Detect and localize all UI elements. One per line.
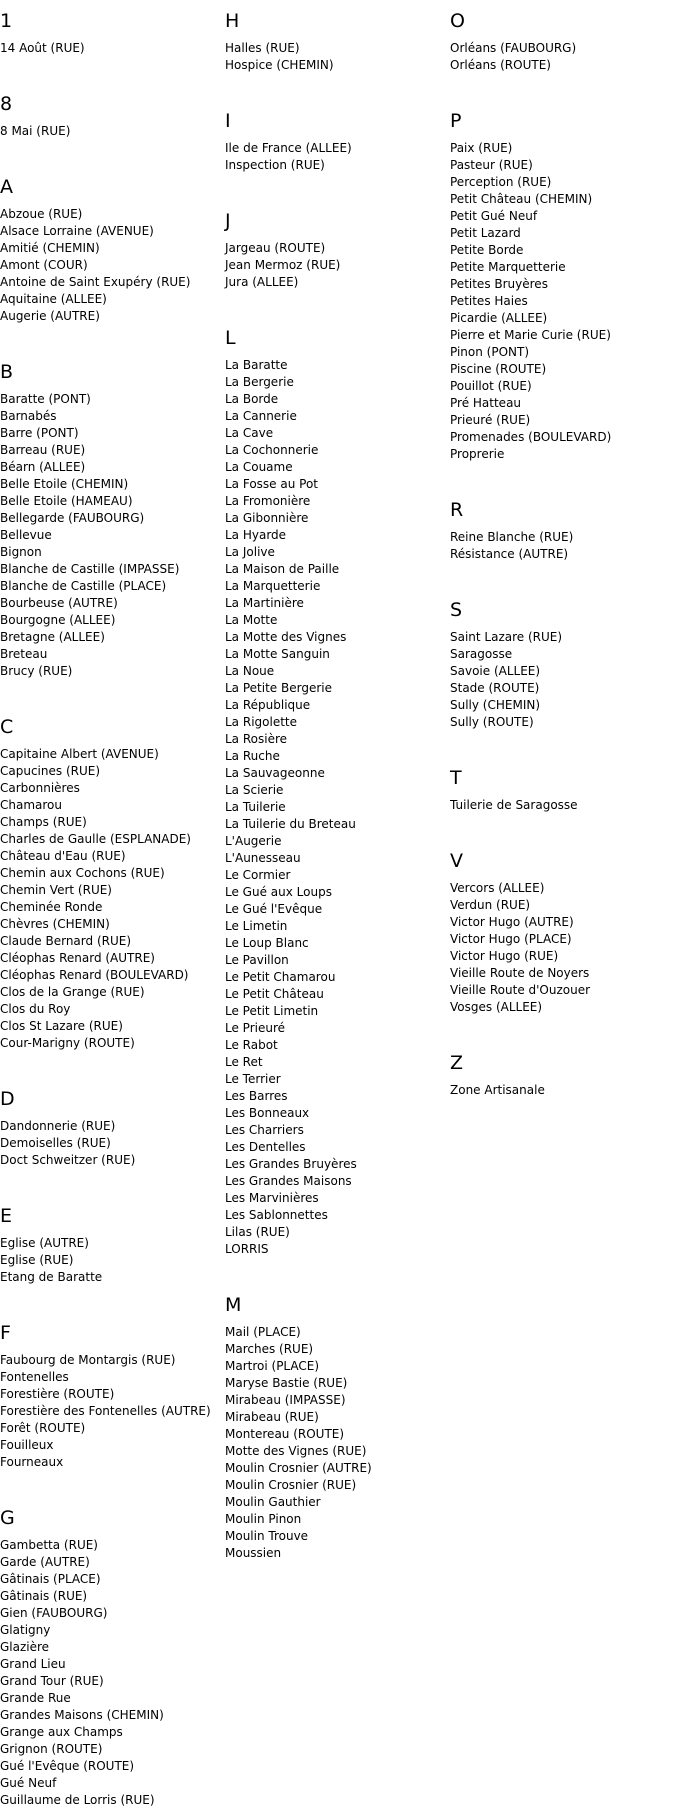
street-link[interactable]: Forestière (ROUTE) bbox=[0, 1387, 115, 1401]
section-letter-heading: A bbox=[0, 176, 13, 198]
letter-section bbox=[0, 361, 211, 706]
street-list bbox=[0, 123, 211, 140]
letter-section bbox=[450, 850, 611, 1042]
street-link[interactable]: La Motte Sanguin bbox=[225, 647, 330, 661]
street-link[interactable]: La Scierie bbox=[225, 783, 284, 797]
street-link[interactable]: La Cannerie bbox=[225, 409, 297, 423]
street-link[interactable]: Charles de Gaulle (ESPLANADE) bbox=[0, 832, 191, 846]
street-link[interactable]: Orléans (FAUBOURG) bbox=[450, 41, 577, 55]
street-link[interactable]: La Baratte bbox=[225, 358, 288, 372]
street-link[interactable]: Carbonnières bbox=[0, 781, 80, 795]
street-link[interactable]: Augerie (AUTRE) bbox=[0, 309, 100, 323]
section-letter-heading: H bbox=[225, 10, 240, 32]
street-link[interactable]: Petit Gué Neuf bbox=[450, 209, 538, 223]
letter-section bbox=[450, 110, 611, 489]
street-link[interactable]: Béarn (ALLEE) bbox=[0, 460, 86, 474]
section-letter-heading: C bbox=[0, 716, 14, 738]
street-link[interactable]: Gué Neuf bbox=[0, 1776, 57, 1790]
letter-section bbox=[450, 1052, 611, 1099]
street-link[interactable]: Cléophas Renard (BOULEVARD) bbox=[0, 968, 189, 982]
street-link[interactable]: Saint Lazare (RUE) bbox=[450, 630, 563, 644]
street-link[interactable]: Baratte (PONT) bbox=[0, 392, 91, 406]
street-link[interactable]: Chèvres (CHEMIN) bbox=[0, 917, 110, 931]
section-spacer bbox=[450, 1016, 611, 1042]
street-link[interactable]: Chamarou bbox=[0, 798, 62, 812]
street-link[interactable]: Marches (RUE) bbox=[225, 1342, 314, 1356]
street-link[interactable]: Moussien bbox=[225, 1546, 282, 1560]
street-link[interactable]: La Sauvageonne bbox=[225, 766, 325, 780]
index-column-1 bbox=[0, 0, 211, 1809]
street-link[interactable]: Grignon (ROUTE) bbox=[0, 1742, 103, 1756]
street-link[interactable]: Savoie (ALLEE) bbox=[450, 664, 541, 678]
letter-section bbox=[0, 93, 211, 166]
section-spacer bbox=[0, 1471, 211, 1497]
street-link[interactable]: Bellegarde (FAUBOURG) bbox=[0, 511, 145, 525]
street-link[interactable]: Le Gué aux Loups bbox=[225, 885, 332, 899]
street-link[interactable]: Gambetta (RUE) bbox=[0, 1538, 98, 1552]
street-link[interactable]: Sully (ROUTE) bbox=[450, 715, 534, 729]
street-link[interactable]: La République bbox=[225, 698, 311, 712]
street-list bbox=[225, 357, 372, 1258]
letter-section bbox=[0, 1507, 211, 1809]
street-link[interactable]: Amont (COUR) bbox=[0, 258, 88, 272]
street-link[interactable]: Abzoue (RUE) bbox=[0, 207, 83, 221]
street-link[interactable]: Mirabeau (RUE) bbox=[225, 1410, 319, 1424]
street-link[interactable]: Etang de Baratte bbox=[0, 1270, 103, 1284]
street-link[interactable]: Glazière bbox=[0, 1640, 50, 1654]
street-link[interactable]: Mail (PLACE) bbox=[225, 1325, 301, 1339]
street-link[interactable]: Clos du Roy bbox=[0, 1002, 71, 1016]
section-spacer bbox=[450, 463, 611, 489]
section-letter-heading: O bbox=[450, 10, 465, 32]
street-link[interactable]: Lilas (RUE) bbox=[225, 1225, 290, 1239]
street-link[interactable]: Le Loup Blanc bbox=[225, 936, 309, 950]
street-link[interactable]: Promenades (BOULEVARD) bbox=[450, 430, 612, 444]
letter-section bbox=[225, 210, 372, 317]
street-link[interactable]: Les Grandes Bruyères bbox=[225, 1157, 357, 1171]
street-link[interactable]: Fontenelles bbox=[0, 1370, 69, 1384]
letter-section bbox=[0, 10, 211, 83]
section-letter-heading: J bbox=[225, 210, 231, 232]
street-link[interactable]: Les Marvinières bbox=[225, 1191, 319, 1205]
street-list bbox=[450, 880, 611, 1016]
letter-section bbox=[225, 10, 372, 100]
street-link[interactable]: Gâtinais (RUE) bbox=[0, 1589, 88, 1603]
street-link[interactable]: La Rosière bbox=[225, 732, 288, 746]
street-link[interactable]: Pasteur (RUE) bbox=[450, 158, 533, 172]
street-link[interactable]: Les Dentelles bbox=[225, 1140, 306, 1154]
street-link[interactable]: Gâtinais (PLACE) bbox=[0, 1572, 101, 1586]
street-list bbox=[225, 240, 372, 291]
street-link[interactable]: Grange aux Champs bbox=[0, 1725, 123, 1739]
street-link[interactable]: Cléophas Renard (AUTRE) bbox=[0, 951, 155, 965]
street-link[interactable]: La Petite Bergerie bbox=[225, 681, 332, 695]
letter-section bbox=[0, 176, 211, 351]
street-link[interactable]: Motte des Vignes (RUE) bbox=[225, 1444, 367, 1458]
street-link[interactable]: Barreau (RUE) bbox=[0, 443, 86, 457]
street-link[interactable]: Vieille Route de Noyers bbox=[450, 966, 590, 980]
street-link[interactable]: Jargeau (ROUTE) bbox=[225, 241, 326, 255]
section-spacer bbox=[0, 140, 211, 166]
street-link[interactable]: Inspection (RUE) bbox=[225, 158, 325, 172]
letter-section bbox=[0, 1088, 211, 1195]
letter-section bbox=[450, 499, 611, 589]
section-letter-heading: V bbox=[450, 850, 463, 872]
street-link[interactable]: Gien (FAUBOURG) bbox=[0, 1606, 108, 1620]
street-link[interactable]: 8 Mai (RUE) bbox=[0, 124, 71, 138]
street-link[interactable]: Fouilleux bbox=[0, 1438, 54, 1452]
street-link[interactable]: Vieille Route d'Ouzouer bbox=[450, 983, 591, 997]
street-list bbox=[0, 206, 211, 325]
street-link[interactable]: Grand Tour (RUE) bbox=[0, 1674, 104, 1688]
street-link[interactable]: Zone Artisanale bbox=[450, 1083, 545, 1097]
street-link[interactable]: Belle Etoile (CHEMIN) bbox=[0, 477, 129, 491]
street-link[interactable]: Petites Bruyères bbox=[450, 277, 548, 291]
street-list bbox=[0, 40, 211, 57]
street-link[interactable]: Grande Rue bbox=[0, 1691, 71, 1705]
street-link[interactable]: La Marquetterie bbox=[225, 579, 321, 593]
street-link[interactable]: La Cochonnerie bbox=[225, 443, 319, 457]
street-link[interactable]: Grand Lieu bbox=[0, 1657, 66, 1671]
section-letter-heading: 8 bbox=[0, 93, 13, 115]
street-link[interactable]: Bourbeuse (AUTRE) bbox=[0, 596, 118, 610]
street-link[interactable]: Victor Hugo (RUE) bbox=[450, 949, 559, 963]
street-link[interactable]: Faubourg de Montargis (RUE) bbox=[0, 1353, 176, 1367]
section-spacer bbox=[225, 1258, 372, 1284]
street-link[interactable]: Forestière des Fontenelles (AUTRE) bbox=[0, 1404, 211, 1418]
section-spacer bbox=[0, 325, 211, 351]
street-link[interactable]: La Borde bbox=[225, 392, 279, 406]
street-link[interactable]: Cheminée Ronde bbox=[0, 900, 103, 914]
section-spacer bbox=[0, 680, 211, 706]
street-link[interactable]: Belle Etoile (HAMEAU) bbox=[0, 494, 133, 508]
street-link[interactable]: Pouillot (RUE) bbox=[450, 379, 532, 393]
street-link[interactable]: Pierre et Marie Curie (RUE) bbox=[450, 328, 611, 342]
street-link[interactable]: Alsace Lorraine (AVENUE) bbox=[0, 224, 154, 238]
street-link[interactable]: Les Sablonnettes bbox=[225, 1208, 328, 1222]
street-link[interactable]: Cour-Marigny (ROUTE) bbox=[0, 1036, 135, 1050]
street-link[interactable]: Martroi (PLACE) bbox=[225, 1359, 320, 1373]
section-letter-heading: M bbox=[225, 1294, 242, 1316]
street-link[interactable]: Petit Lazard bbox=[450, 226, 521, 240]
street-link[interactable]: La Jolive bbox=[225, 545, 275, 559]
street-link[interactable]: La Tuilerie du Breteau bbox=[225, 817, 356, 831]
street-link[interactable]: Bourgogne (ALLEE) bbox=[0, 613, 116, 627]
street-link[interactable]: Orléans (ROUTE) bbox=[450, 58, 551, 72]
section-letter-heading: 1 bbox=[0, 10, 13, 32]
index-column-2 bbox=[225, 0, 372, 1562]
street-link[interactable]: Victor Hugo (PLACE) bbox=[450, 932, 572, 946]
street-link[interactable]: La Motte des Vignes bbox=[225, 630, 347, 644]
street-link[interactable]: La Tuilerie bbox=[225, 800, 286, 814]
street-list bbox=[0, 1537, 211, 1809]
street-link[interactable]: Reine Blanche (RUE) bbox=[450, 530, 574, 544]
street-list bbox=[450, 797, 611, 814]
street-list bbox=[450, 629, 611, 731]
street-link[interactable]: Le Petit Limetin bbox=[225, 1004, 319, 1018]
street-link[interactable]: Moulin Trouve bbox=[225, 1529, 309, 1543]
street-link[interactable]: Les Grandes Maisons bbox=[225, 1174, 352, 1188]
street-link[interactable]: Garde (AUTRE) bbox=[0, 1555, 90, 1569]
letter-section bbox=[225, 327, 372, 1284]
section-letter-heading: P bbox=[450, 110, 462, 132]
street-link[interactable]: Breteau bbox=[0, 647, 48, 661]
street-link[interactable]: Vercors (ALLEE) bbox=[450, 881, 545, 895]
section-spacer bbox=[225, 174, 372, 200]
street-link[interactable]: Pinon (PONT) bbox=[450, 345, 530, 359]
street-link[interactable]: Gué l'Evêque (ROUTE) bbox=[0, 1759, 135, 1773]
street-link[interactable]: La Fromonière bbox=[225, 494, 311, 508]
street-link[interactable]: La Hyarde bbox=[225, 528, 287, 542]
street-link[interactable]: Le Prieuré bbox=[225, 1021, 286, 1035]
street-link[interactable]: Le Ret bbox=[225, 1055, 263, 1069]
street-link[interactable]: Le Rabot bbox=[225, 1038, 278, 1052]
letter-section bbox=[225, 1294, 372, 1562]
street-link[interactable]: Barre (PONT) bbox=[0, 426, 79, 440]
street-list bbox=[0, 1235, 211, 1286]
street-link[interactable]: Clos St Lazare (RUE) bbox=[0, 1019, 123, 1033]
street-link[interactable]: Montereau (ROUTE) bbox=[225, 1427, 345, 1441]
section-spacer bbox=[0, 1286, 211, 1312]
street-link[interactable]: Le Cormier bbox=[225, 868, 291, 882]
street-link[interactable]: Le Petit Château bbox=[225, 987, 324, 1001]
section-spacer bbox=[0, 1052, 211, 1078]
street-link[interactable]: Moulin Crosnier (AUTRE) bbox=[225, 1461, 372, 1475]
street-link[interactable]: Petit Château (CHEMIN) bbox=[450, 192, 593, 206]
street-link[interactable]: La Gibonnière bbox=[225, 511, 309, 525]
street-link[interactable]: Demoiselles (RUE) bbox=[0, 1136, 111, 1150]
section-letter-heading: B bbox=[0, 361, 14, 383]
letter-section bbox=[0, 1205, 211, 1312]
street-link[interactable]: Blanche de Castille (IMPASSE) bbox=[0, 562, 180, 576]
street-link[interactable]: 14 Août (RUE) bbox=[0, 41, 85, 55]
street-link[interactable]: La Martinière bbox=[225, 596, 304, 610]
section-letter-heading: Z bbox=[450, 1052, 464, 1074]
street-link[interactable]: Bignon bbox=[0, 545, 42, 559]
street-link[interactable]: L'Aunesseau bbox=[225, 851, 301, 865]
street-link[interactable]: Ile de France (ALLEE) bbox=[225, 141, 352, 155]
street-link[interactable]: Le Gué l'Evêque bbox=[225, 902, 323, 916]
section-letter-heading: L bbox=[225, 327, 236, 349]
street-link[interactable]: Verdun (RUE) bbox=[450, 898, 531, 912]
section-letter-heading: E bbox=[0, 1205, 13, 1227]
street-list bbox=[0, 1352, 211, 1471]
street-link[interactable]: LORRIS bbox=[225, 1242, 269, 1256]
letter-section bbox=[0, 716, 211, 1078]
street-link[interactable]: Halles (RUE) bbox=[225, 41, 300, 55]
street-link[interactable]: La Maison de Paille bbox=[225, 562, 340, 576]
street-link[interactable]: La Noue bbox=[225, 664, 275, 678]
street-link[interactable]: Picardie (ALLEE) bbox=[450, 311, 548, 325]
street-link[interactable]: La Couame bbox=[225, 460, 293, 474]
letter-section bbox=[0, 1322, 211, 1497]
street-link[interactable]: Pré Hatteau bbox=[450, 396, 522, 410]
street-list bbox=[450, 529, 611, 563]
street-link[interactable]: Jean Mermoz (RUE) bbox=[225, 258, 341, 272]
street-link[interactable]: Eglise (RUE) bbox=[0, 1253, 74, 1267]
street-link[interactable]: Moulin Pinon bbox=[225, 1512, 302, 1526]
street-link[interactable]: Grandes Maisons (CHEMIN) bbox=[0, 1708, 164, 1722]
street-link[interactable]: Victor Hugo (AUTRE) bbox=[450, 915, 574, 929]
street-link[interactable]: L'Augerie bbox=[225, 834, 282, 848]
street-link[interactable]: Moulin Gauthier bbox=[225, 1495, 321, 1509]
street-link[interactable]: La Rigolette bbox=[225, 715, 297, 729]
street-link[interactable]: Claude Bernard (RUE) bbox=[0, 934, 132, 948]
street-link[interactable]: Paix (RUE) bbox=[450, 141, 513, 155]
street-list bbox=[450, 140, 611, 463]
section-letter-heading: D bbox=[0, 1088, 15, 1110]
section-spacer bbox=[450, 814, 611, 840]
street-link[interactable]: Château d'Eau (RUE) bbox=[0, 849, 126, 863]
street-link[interactable]: Fourneaux bbox=[0, 1455, 64, 1469]
street-link[interactable]: Bretagne (ALLEE) bbox=[0, 630, 105, 644]
street-link[interactable]: Hospice (CHEMIN) bbox=[225, 58, 334, 72]
street-link[interactable]: Moulin Crosnier (RUE) bbox=[225, 1478, 357, 1492]
street-link[interactable]: Guillaume de Lorris (RUE) bbox=[0, 1793, 155, 1807]
street-link[interactable]: La Bergerie bbox=[225, 375, 294, 389]
street-link[interactable]: Capucines (RUE) bbox=[0, 764, 101, 778]
street-link[interactable]: Prieuré (RUE) bbox=[450, 413, 531, 427]
street-link[interactable]: Aquitaine (ALLEE) bbox=[0, 292, 107, 306]
section-spacer bbox=[225, 291, 372, 317]
street-link[interactable]: Mirabeau (IMPASSE) bbox=[225, 1393, 346, 1407]
section-spacer bbox=[0, 57, 211, 83]
street-link[interactable]: Petite Borde bbox=[450, 243, 524, 257]
street-link[interactable]: Jura (ALLEE) bbox=[225, 275, 299, 289]
street-link[interactable]: Petites Haies bbox=[450, 294, 528, 308]
street-list bbox=[0, 746, 211, 1052]
street-link[interactable]: Doct Schweitzer (RUE) bbox=[0, 1153, 136, 1167]
street-link[interactable]: Chemin Vert (RUE) bbox=[0, 883, 112, 897]
street-link[interactable]: Le Limetin bbox=[225, 919, 288, 933]
street-link[interactable]: Barnabés bbox=[0, 409, 57, 423]
section-spacer bbox=[0, 1169, 211, 1195]
street-link[interactable]: La Fosse au Pot bbox=[225, 477, 318, 491]
section-letter-heading: I bbox=[225, 110, 231, 132]
street-link[interactable]: Le Petit Chamarou bbox=[225, 970, 336, 984]
street-link[interactable]: Capitaine Albert (AVENUE) bbox=[0, 747, 159, 761]
street-list bbox=[450, 1082, 611, 1099]
section-letter-heading: F bbox=[0, 1322, 11, 1344]
street-link[interactable]: Eglise (AUTRE) bbox=[0, 1236, 89, 1250]
letter-section bbox=[225, 110, 372, 200]
street-list bbox=[225, 1324, 372, 1562]
street-link[interactable]: La Cave bbox=[225, 426, 274, 440]
street-link[interactable]: Chemin aux Cochons (RUE) bbox=[0, 866, 165, 880]
street-list bbox=[225, 140, 372, 174]
street-link[interactable]: Résistance (AUTRE) bbox=[450, 547, 569, 561]
section-letter-heading: G bbox=[0, 1507, 15, 1529]
street-link[interactable]: Stade (ROUTE) bbox=[450, 681, 540, 695]
street-link[interactable]: Maryse Bastie (RUE) bbox=[225, 1376, 348, 1390]
street-link[interactable]: Antoine de Saint Exupéry (RUE) bbox=[0, 275, 191, 289]
street-list bbox=[0, 1118, 211, 1169]
street-link[interactable]: Amitié (CHEMIN) bbox=[0, 241, 100, 255]
street-link[interactable]: Le Terrier bbox=[225, 1072, 281, 1086]
street-link[interactable]: Les Charriers bbox=[225, 1123, 304, 1137]
section-spacer bbox=[225, 74, 372, 100]
section-letter-heading: R bbox=[450, 499, 464, 521]
letter-section bbox=[450, 599, 611, 757]
section-spacer bbox=[450, 731, 611, 757]
street-link[interactable]: Dandonnerie (RUE) bbox=[0, 1119, 116, 1133]
street-list bbox=[0, 391, 211, 680]
section-letter-heading: S bbox=[450, 599, 463, 621]
street-link[interactable]: Forêt (ROUTE) bbox=[0, 1421, 86, 1435]
street-list bbox=[225, 40, 372, 74]
street-link[interactable]: Brucy (RUE) bbox=[0, 664, 73, 678]
street-link[interactable]: Blanche de Castille (PLACE) bbox=[0, 579, 167, 593]
street-link[interactable]: Saragosse bbox=[450, 647, 513, 661]
section-spacer bbox=[450, 563, 611, 589]
street-link[interactable]: Glatigny bbox=[0, 1623, 51, 1637]
street-link[interactable]: La Motte bbox=[225, 613, 278, 627]
street-list bbox=[450, 40, 611, 74]
letter-section bbox=[450, 10, 611, 100]
street-link[interactable]: Clos de la Grange (RUE) bbox=[0, 985, 145, 999]
street-link[interactable]: Perception (RUE) bbox=[450, 175, 552, 189]
letter-section bbox=[450, 767, 611, 840]
street-link[interactable]: Vosges (ALLEE) bbox=[450, 1000, 543, 1014]
street-link[interactable]: La Ruche bbox=[225, 749, 280, 763]
street-link[interactable]: Champs (RUE) bbox=[0, 815, 87, 829]
street-link[interactable]: Piscine (ROUTE) bbox=[450, 362, 547, 376]
street-link[interactable]: Proprerie bbox=[450, 447, 505, 461]
street-link[interactable]: Les Bonneaux bbox=[225, 1106, 310, 1120]
street-link[interactable]: Les Barres bbox=[225, 1089, 288, 1103]
street-link[interactable]: Sully (CHEMIN) bbox=[450, 698, 541, 712]
section-letter-heading: T bbox=[450, 767, 462, 789]
index-column-3 bbox=[450, 0, 611, 1099]
street-link[interactable]: Bellevue bbox=[0, 528, 52, 542]
street-link[interactable]: Tuilerie de Saragosse bbox=[450, 798, 578, 812]
street-link[interactable]: Petite Marquetterie bbox=[450, 260, 566, 274]
street-link[interactable]: Le Pavillon bbox=[225, 953, 289, 967]
section-spacer bbox=[450, 74, 611, 100]
